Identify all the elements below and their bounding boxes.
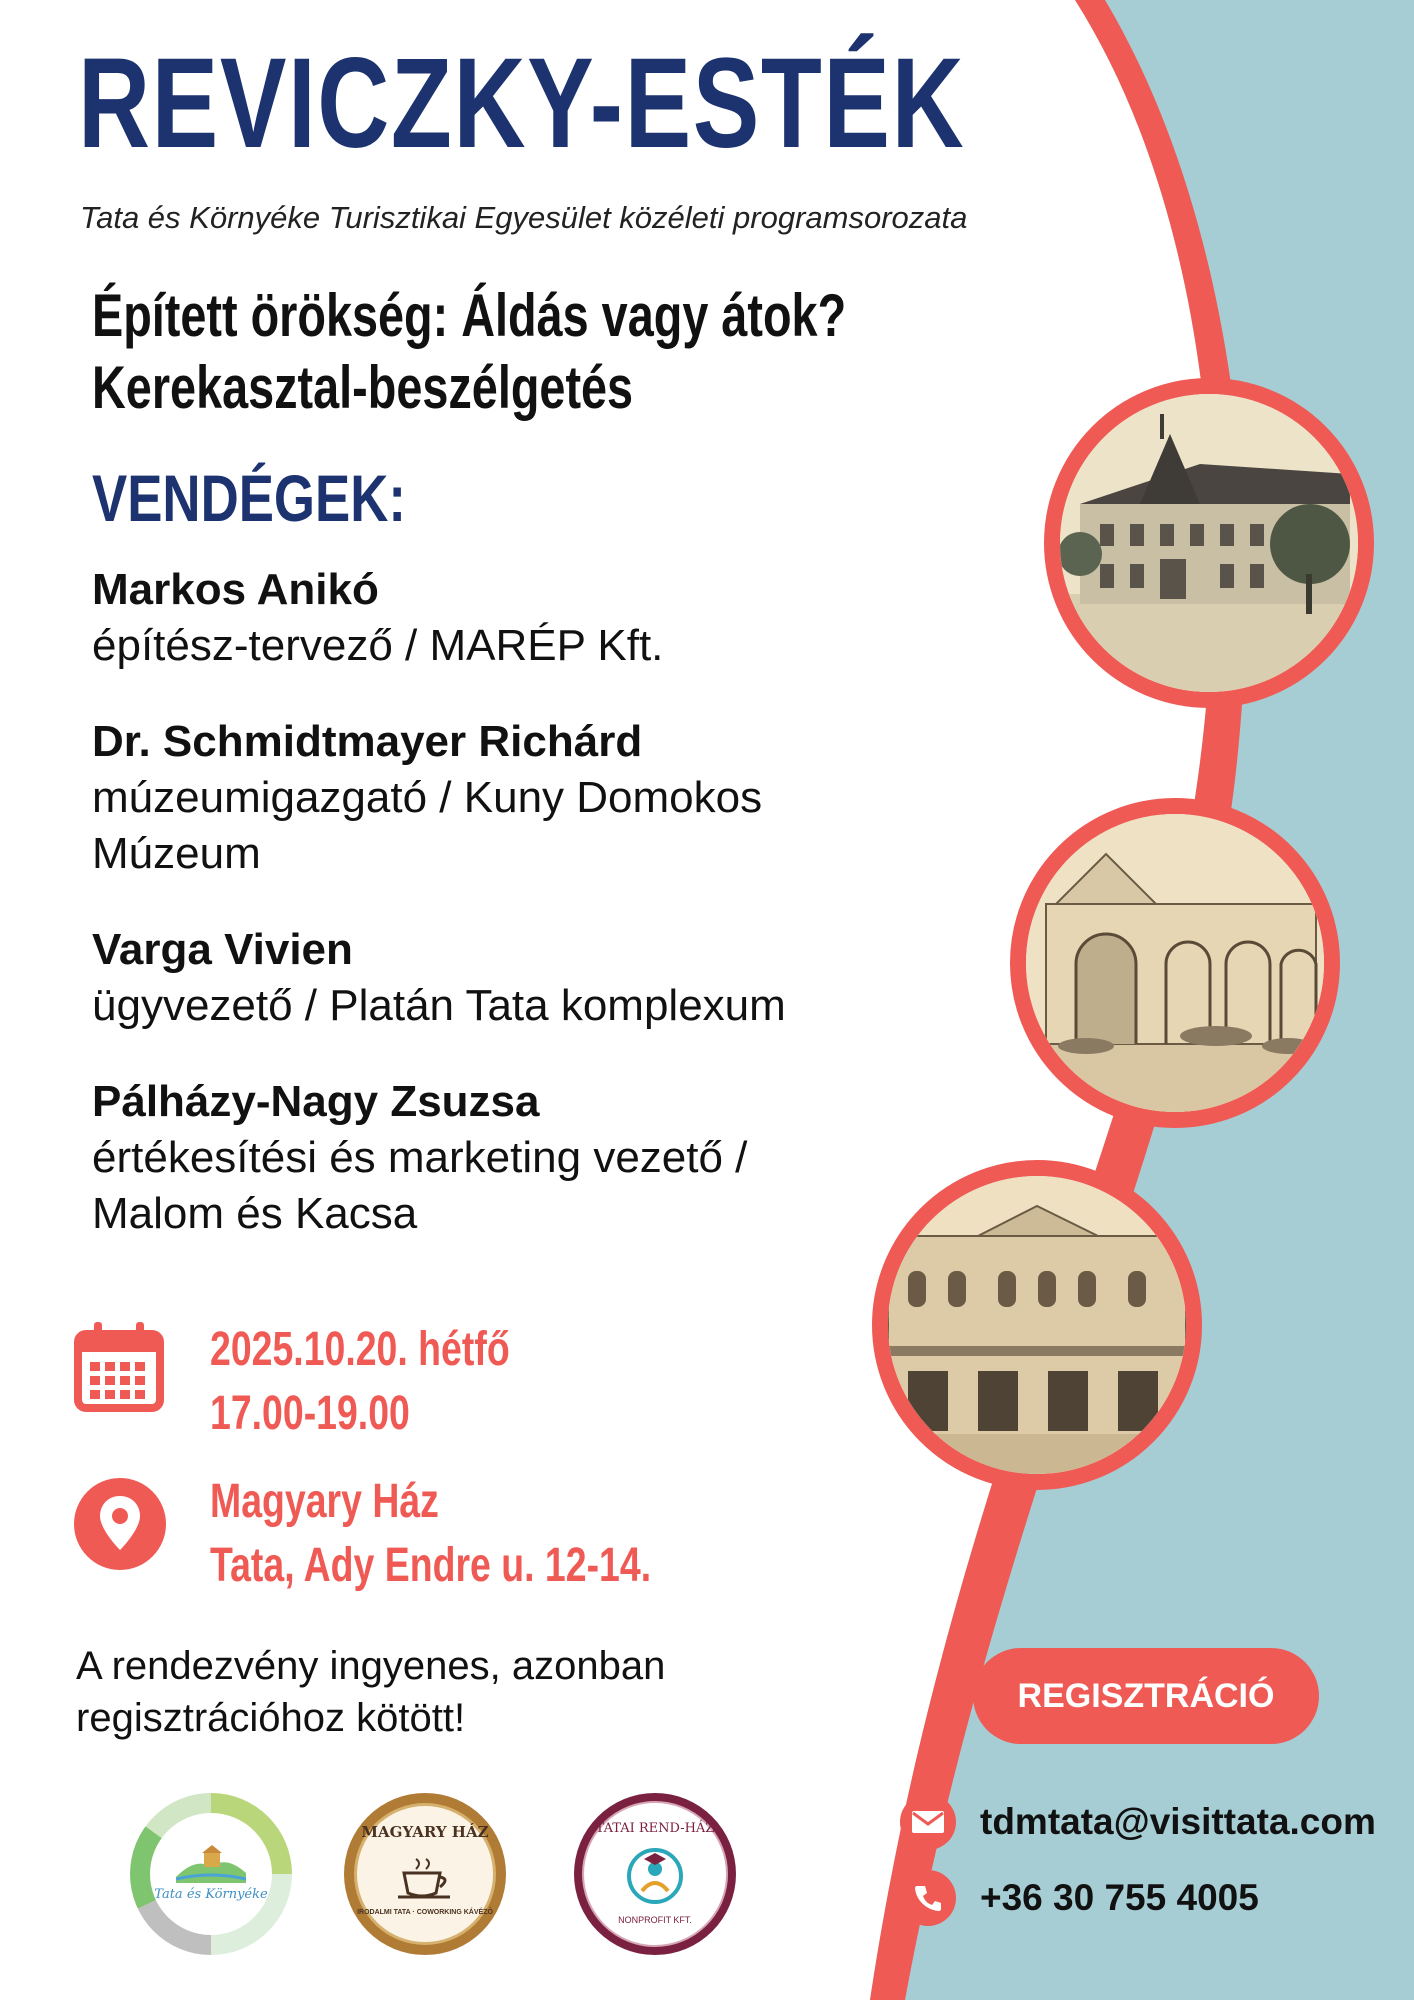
guest-role: építész-tervező / MARÉP Kft. bbox=[92, 621, 664, 670]
guest-role: ügyvezető / Platán Tata komplexum bbox=[92, 981, 786, 1030]
guests-heading: VENDÉGEK: bbox=[92, 461, 406, 535]
contact-phone[interactable] bbox=[900, 1870, 1259, 1926]
note-line-2: regisztrációhoz kötött! bbox=[76, 1696, 466, 1740]
contact-email[interactable] bbox=[900, 1794, 1376, 1850]
magyary-logo-text: MAGYARY HÁZ bbox=[361, 1823, 489, 1841]
tata-logo-text: Tata és Környéke bbox=[154, 1887, 268, 1902]
envelope-icon bbox=[900, 1794, 956, 1850]
phone-icon bbox=[900, 1870, 956, 1926]
register-button[interactable]: REGISZTRÁCIÓ bbox=[973, 1648, 1319, 1744]
event-address: Tata, Ady Endre u. 12-14. bbox=[210, 1539, 652, 1592]
guest-item bbox=[92, 562, 992, 674]
magyary-haz-logo bbox=[344, 1793, 506, 1955]
event-topic bbox=[92, 280, 846, 424]
email-text[interactable]: tdmtata@visittata.com bbox=[980, 1801, 1376, 1842]
historic-photo-castle bbox=[1044, 378, 1374, 708]
guest-name: Pálházy-Nagy Zsuzsa bbox=[92, 1077, 540, 1126]
guest-item bbox=[92, 922, 992, 1034]
tata-es-kornyeke-logo bbox=[130, 1793, 292, 1955]
calendar-icon bbox=[74, 1320, 164, 1412]
guest-item bbox=[92, 714, 992, 882]
coffee-cup-icon bbox=[396, 1855, 456, 1901]
tatai-rend-haz-logo bbox=[574, 1793, 736, 1955]
location-pin-icon bbox=[74, 1478, 166, 1570]
event-venue: Magyary Ház bbox=[210, 1475, 439, 1528]
event-time: 17.00-19.00 bbox=[210, 1387, 410, 1440]
event-date: 2025.10.20. hétfő bbox=[210, 1323, 510, 1376]
guest-name: Markos Anikó bbox=[92, 565, 379, 614]
topic-line-1: Épített örökség: Áldás vagy átok? bbox=[92, 282, 847, 349]
page-subtitle: Tata és Környéke Turisztikai Egyesület közéleti programsorozata bbox=[80, 200, 968, 235]
registration-note bbox=[76, 1640, 665, 1744]
page-title: REVICZKY-ESTÉK bbox=[78, 32, 966, 175]
graduate-icon bbox=[624, 1845, 686, 1907]
guest-role-cont: Múzeum bbox=[92, 829, 261, 878]
pavilion-illustration bbox=[1026, 814, 1324, 1112]
guest-name: Varga Vivien bbox=[92, 925, 353, 974]
guest-name: Dr. Schmidtmayer Richárd bbox=[92, 717, 643, 766]
historic-photo-building bbox=[872, 1160, 1202, 1490]
rend-haz-tagline: NONPROFIT KFT. bbox=[618, 1915, 692, 1925]
guest-role: múzeumigazgató / Kuny Domokos bbox=[92, 773, 763, 822]
building-illustration bbox=[888, 1176, 1186, 1474]
castle-illustration bbox=[1060, 394, 1358, 692]
topic-line-2: Kerekasztal-beszélgetés bbox=[92, 354, 634, 421]
guest-role: értékesítési és marketing vezető / bbox=[92, 1133, 748, 1182]
magyary-tagline: IRODALMI TATA · COWORKING KÁVÉZÓ bbox=[357, 1909, 493, 1916]
tata-landscape-icon bbox=[176, 1843, 246, 1883]
historic-photo-pavilion bbox=[1010, 798, 1340, 1128]
rend-haz-logo-text: TATAI REND-HÁZ bbox=[595, 1821, 715, 1836]
note-line-1: A rendezvény ingyenes, azonban bbox=[76, 1644, 666, 1688]
guest-item bbox=[92, 1074, 992, 1242]
phone-text[interactable]: +36 30 755 4005 bbox=[980, 1877, 1259, 1918]
guest-role-cont: Malom és Kacsa bbox=[92, 1189, 418, 1238]
